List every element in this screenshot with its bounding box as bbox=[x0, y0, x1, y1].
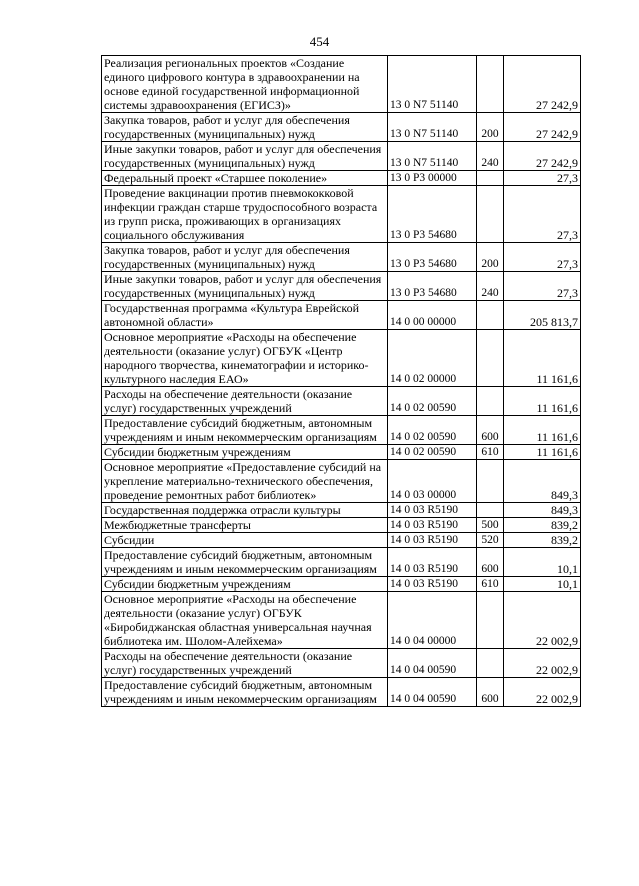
row-code-cell: 13 0 N7 51140 bbox=[388, 142, 477, 171]
row-expense-type-cell: 600 bbox=[477, 416, 504, 445]
table-row bbox=[102, 301, 581, 330]
row-name-cell: Закупка товаров, работ и услуг для обеспечения государственных (муниципальных) нужд bbox=[102, 113, 388, 142]
row-code-cell: 13 0 P3 54680 bbox=[388, 272, 477, 301]
row-amount-cell: 27,3 bbox=[504, 243, 581, 272]
table-row bbox=[102, 243, 581, 272]
row-amount-cell: 27 242,9 bbox=[504, 142, 581, 171]
row-code-cell: 13 0 P3 54680 bbox=[388, 186, 477, 243]
row-expense-type-cell bbox=[477, 460, 504, 503]
table-row bbox=[102, 649, 581, 678]
row-code-cell: 14 0 03 R5190 bbox=[388, 518, 477, 533]
row-expense-type-cell: 240 bbox=[477, 272, 504, 301]
row-code-cell: 14 0 04 00590 bbox=[388, 678, 477, 707]
table-row bbox=[102, 533, 581, 548]
table-row bbox=[102, 592, 581, 649]
table-row bbox=[102, 548, 581, 577]
row-amount-cell: 22 002,9 bbox=[504, 592, 581, 649]
row-name-cell: Проведение вакцинации против пневмококковой инфекции граждан старше трудоспособного возраста из групп риска, проживающих в организациях социального обслуживания bbox=[102, 186, 388, 243]
row-code-cell: 14 0 03 R5190 bbox=[388, 503, 477, 518]
row-expense-type-cell bbox=[477, 171, 504, 186]
row-expense-type-cell: 610 bbox=[477, 577, 504, 592]
row-expense-type-cell bbox=[477, 301, 504, 330]
row-code-cell: 14 0 04 00000 bbox=[388, 592, 477, 649]
row-code-cell: 14 0 02 00000 bbox=[388, 330, 477, 387]
row-name-cell: Реализация региональных проектов «Создание единого цифрового контура в здравоохранении на основе единой государственной информационной системы здравоохранения (ЕГИСЗ)» bbox=[102, 56, 388, 113]
table-row bbox=[102, 113, 581, 142]
table-row bbox=[102, 387, 581, 416]
row-name-cell: Межбюджетные трансферты bbox=[102, 518, 388, 533]
row-name-cell: Субсидии бюджетным учреждениям bbox=[102, 577, 388, 592]
row-expense-type-cell bbox=[477, 503, 504, 518]
row-expense-type-cell: 610 bbox=[477, 445, 504, 460]
row-name-cell: Иные закупки товаров, работ и услуг для обеспечения государственных (муниципальных) нужд bbox=[102, 272, 388, 301]
table-row bbox=[102, 445, 581, 460]
row-expense-type-cell: 600 bbox=[477, 548, 504, 577]
row-code-cell: 13 0 N7 51140 bbox=[388, 56, 477, 113]
row-amount-cell: 839,2 bbox=[504, 518, 581, 533]
table-row bbox=[102, 460, 581, 503]
table-row bbox=[102, 577, 581, 592]
row-name-cell: Иные закупки товаров, работ и услуг для обеспечения государственных (муниципальных) нужд bbox=[102, 142, 388, 171]
row-code-cell: 14 0 03 00000 bbox=[388, 460, 477, 503]
row-amount-cell: 11 161,6 bbox=[504, 330, 581, 387]
row-name-cell: Закупка товаров, работ и услуг для обеспечения государственных (муниципальных) нужд bbox=[102, 243, 388, 272]
row-expense-type-cell: 500 bbox=[477, 518, 504, 533]
table-row bbox=[102, 518, 581, 533]
row-amount-cell: 27,3 bbox=[504, 272, 581, 301]
table-row bbox=[102, 171, 581, 186]
row-code-cell: 14 0 04 00590 bbox=[388, 649, 477, 678]
row-name-cell: Государственная поддержка отрасли культуры bbox=[102, 503, 388, 518]
row-name-cell: Предоставление субсидий бюджетным, автономным учреждениям и иным некоммерческим организациям bbox=[102, 416, 388, 445]
table-row bbox=[102, 186, 581, 243]
row-expense-type-cell: 240 bbox=[477, 142, 504, 171]
row-name-cell: Государственная программа «Культура Еврейской автономной области» bbox=[102, 301, 388, 330]
page-number: 454 bbox=[309, 34, 330, 49]
row-expense-type-cell: 600 bbox=[477, 678, 504, 707]
row-expense-type-cell: 200 bbox=[477, 113, 504, 142]
row-amount-cell: 27 242,9 bbox=[504, 113, 581, 142]
row-code-cell: 14 0 03 R5190 bbox=[388, 533, 477, 548]
table-row bbox=[102, 678, 581, 707]
table-row bbox=[102, 503, 581, 518]
row-amount-cell: 27 242,9 bbox=[504, 56, 581, 113]
row-amount-cell: 849,3 bbox=[504, 503, 581, 518]
row-amount-cell: 849,3 bbox=[504, 460, 581, 503]
row-name-cell: Расходы на обеспечение деятельности (оказание услуг) государственных учреждений bbox=[102, 387, 388, 416]
budget-table bbox=[101, 55, 581, 707]
row-amount-cell: 27,3 bbox=[504, 186, 581, 243]
row-expense-type-cell: 200 bbox=[477, 243, 504, 272]
row-amount-cell: 22 002,9 bbox=[504, 649, 581, 678]
table-row bbox=[102, 142, 581, 171]
table-row bbox=[102, 272, 581, 301]
row-code-cell: 14 0 03 R5190 bbox=[388, 577, 477, 592]
row-code-cell: 14 0 02 00590 bbox=[388, 416, 477, 445]
table-row bbox=[102, 56, 581, 113]
row-code-cell: 13 0 N7 51140 bbox=[388, 113, 477, 142]
row-expense-type-cell bbox=[477, 56, 504, 113]
row-amount-cell: 11 161,6 bbox=[504, 387, 581, 416]
row-name-cell: Субсидии бюджетным учреждениям bbox=[102, 445, 388, 460]
row-name-cell: Расходы на обеспечение деятельности (оказание услуг) государственных учреждений bbox=[102, 649, 388, 678]
table-row bbox=[102, 416, 581, 445]
row-name-cell: Предоставление субсидий бюджетным, автономным учреждениям и иным некоммерческим организациям bbox=[102, 678, 388, 707]
row-code-cell: 14 0 02 00590 bbox=[388, 387, 477, 416]
row-name-cell: Федеральный проект «Старшее поколение» bbox=[102, 171, 388, 186]
row-code-cell: 14 0 02 00590 bbox=[388, 445, 477, 460]
row-name-cell: Субсидии bbox=[102, 533, 388, 548]
row-amount-cell: 22 002,9 bbox=[504, 678, 581, 707]
row-amount-cell: 27,3 bbox=[504, 171, 581, 186]
row-expense-type-cell bbox=[477, 649, 504, 678]
row-expense-type-cell bbox=[477, 330, 504, 387]
row-name-cell: Основное мероприятие «Расходы на обеспечение деятельности (оказание услуг) ОГБУК «Центр народного творчества, кинематографии и историко-культурного наследия ЕАО» bbox=[102, 330, 388, 387]
row-expense-type-cell bbox=[477, 186, 504, 243]
row-amount-cell: 11 161,6 bbox=[504, 445, 581, 460]
row-expense-type-cell bbox=[477, 387, 504, 416]
row-amount-cell: 10,1 bbox=[504, 577, 581, 592]
row-name-cell: Основное мероприятие «Расходы на обеспечение деятельности (оказание услуг) ОГБУК «Биробиджанская областная универсальная научная библиотека им. Шолом-Алейхема» bbox=[102, 592, 388, 649]
row-amount-cell: 10,1 bbox=[504, 548, 581, 577]
row-code-cell: 13 0 P3 54680 bbox=[388, 243, 477, 272]
table-row bbox=[102, 330, 581, 387]
row-expense-type-cell: 520 bbox=[477, 533, 504, 548]
row-code-cell: 13 0 P3 00000 bbox=[388, 171, 477, 186]
row-code-cell: 14 0 00 00000 bbox=[388, 301, 477, 330]
row-amount-cell: 11 161,6 bbox=[504, 416, 581, 445]
row-amount-cell: 839,2 bbox=[504, 533, 581, 548]
row-name-cell: Предоставление субсидий бюджетным, автономным учреждениям и иным некоммерческим организациям bbox=[102, 548, 388, 577]
row-amount-cell: 205 813,7 bbox=[504, 301, 581, 330]
row-name-cell: Основное мероприятие «Предоставление субсидий на укрепление материально-технического обеспечения, проведение ремонтных работ библиотек» bbox=[102, 460, 388, 503]
row-expense-type-cell bbox=[477, 592, 504, 649]
row-code-cell: 14 0 03 R5190 bbox=[388, 548, 477, 577]
